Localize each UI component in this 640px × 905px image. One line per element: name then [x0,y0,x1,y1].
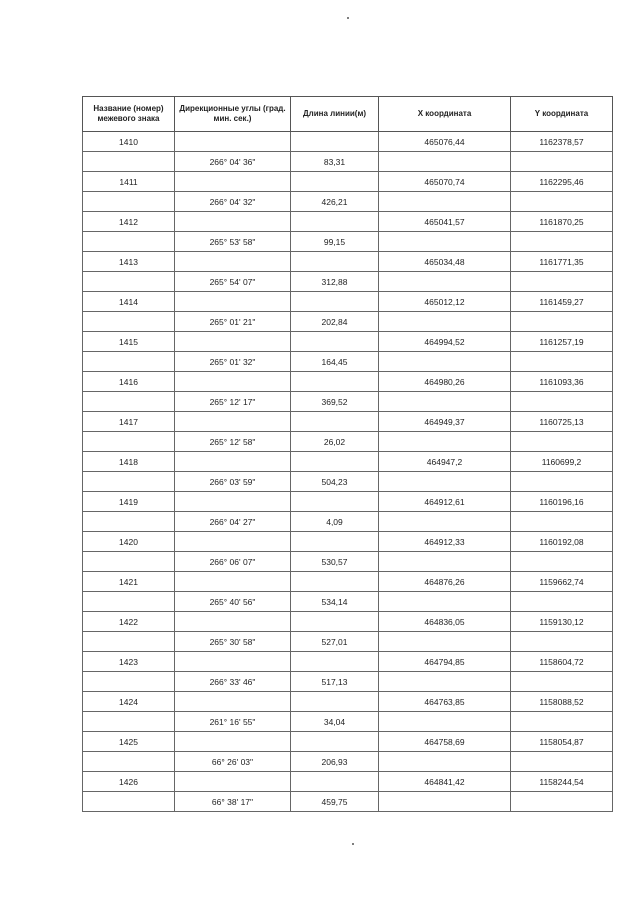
cell-point-name: 1414 [83,292,175,312]
cell-y-coordinate: 1159130,12 [511,612,613,632]
cell-point-name [83,752,175,772]
cell-line-length [291,772,379,792]
cell-y-coordinate [511,192,613,212]
cell-line-length [291,132,379,152]
cell-direction-angle: 265° 01' 32" [175,352,291,372]
table-row [83,632,613,652]
cell-direction-angle: 266° 04' 36" [175,152,291,172]
cell-direction-angle [175,332,291,352]
cell-point-name [83,512,175,532]
cell-x-coordinate [379,712,511,732]
cell-y-coordinate [511,432,613,452]
table-row [83,612,613,632]
cell-point-name: 1417 [83,412,175,432]
cell-direction-angle [175,212,291,232]
cell-direction-angle [175,452,291,472]
cell-x-coordinate [379,312,511,332]
cell-x-coordinate [379,232,511,252]
cell-x-coordinate [379,672,511,692]
cell-x-coordinate [379,272,511,292]
cell-y-coordinate: 1158054,87 [511,732,613,752]
cell-direction-angle [175,372,291,392]
cell-y-coordinate: 1160725,13 [511,412,613,432]
table-row [83,792,613,812]
cell-x-coordinate: 465041,57 [379,212,511,232]
cell-direction-angle: 265° 01' 21" [175,312,291,332]
cell-y-coordinate [511,752,613,772]
cell-direction-angle [175,532,291,552]
cell-x-coordinate [379,792,511,812]
table-row [83,252,613,272]
table-header-row [83,97,613,132]
cell-point-name: 1412 [83,212,175,232]
cell-line-length [291,492,379,512]
cell-y-coordinate [511,392,613,412]
cell-y-coordinate [511,792,613,812]
table-body [83,132,613,812]
cell-direction-angle [175,652,291,672]
cell-point-name [83,232,175,252]
header-point-name: Название (номер) межевого знака [83,97,175,132]
cell-direction-angle: 266° 06' 07" [175,552,291,572]
cell-y-coordinate: 1160196,16 [511,492,613,512]
cell-line-length: 426,21 [291,192,379,212]
table-row [83,772,613,792]
cell-line-length [291,372,379,392]
cell-x-coordinate: 464841,42 [379,772,511,792]
cell-x-coordinate: 464794,85 [379,652,511,672]
cell-point-name: 1419 [83,492,175,512]
cell-x-coordinate [379,392,511,412]
cell-point-name [83,432,175,452]
table-row [83,572,613,592]
cell-line-length: 530,57 [291,552,379,572]
cell-y-coordinate: 1158244,54 [511,772,613,792]
cell-direction-angle: 265° 12' 17" [175,392,291,412]
cell-y-coordinate [511,552,613,572]
cell-point-name: 1425 [83,732,175,752]
cell-y-coordinate: 1162378,57 [511,132,613,152]
cell-x-coordinate: 465034,48 [379,252,511,272]
cell-y-coordinate: 1161870,25 [511,212,613,232]
cell-y-coordinate [511,312,613,332]
cell-point-name [83,352,175,372]
table-row [83,372,613,392]
cell-point-name [83,552,175,572]
cell-x-coordinate: 464949,37 [379,412,511,432]
cell-y-coordinate [511,672,613,692]
cell-line-length: 34,04 [291,712,379,732]
cell-y-coordinate [511,272,613,292]
cell-x-coordinate [379,432,511,452]
cell-line-length: 534,14 [291,592,379,612]
cell-direction-angle [175,492,291,512]
cell-direction-angle: 66° 38' 17" [175,792,291,812]
cell-y-coordinate: 1160192,08 [511,532,613,552]
header-line-length: Длина линии(м) [291,97,379,132]
table-row [83,412,613,432]
cell-point-name: 1418 [83,452,175,472]
table-row [83,672,613,692]
cell-point-name [83,712,175,732]
cell-x-coordinate [379,472,511,492]
cell-point-name [83,592,175,612]
table-row [83,552,613,572]
cell-direction-angle: 266° 04' 27" [175,512,291,532]
table-row [83,752,613,772]
cell-x-coordinate [379,752,511,772]
cell-line-length: 202,84 [291,312,379,332]
table-row [83,312,613,332]
scan-speck [347,17,349,19]
cell-line-length [291,332,379,352]
cell-y-coordinate [511,472,613,492]
cell-direction-angle [175,732,291,752]
cell-x-coordinate: 464763,85 [379,692,511,712]
cell-direction-angle: 266° 04' 32" [175,192,291,212]
cell-y-coordinate: 1159662,74 [511,572,613,592]
cell-x-coordinate [379,632,511,652]
cell-point-name [83,152,175,172]
cell-line-length: 459,75 [291,792,379,812]
cell-x-coordinate [379,192,511,212]
cell-line-length: 164,45 [291,352,379,372]
cell-line-length [291,532,379,552]
cell-point-name: 1415 [83,332,175,352]
cell-x-coordinate [379,152,511,172]
cell-line-length: 369,52 [291,392,379,412]
cell-line-length [291,612,379,632]
cell-y-coordinate: 1158604,72 [511,652,613,672]
cell-line-length: 26,02 [291,432,379,452]
table-row [83,172,613,192]
cell-point-name: 1426 [83,772,175,792]
cell-y-coordinate: 1161257,19 [511,332,613,352]
table-row [83,132,613,152]
cell-line-length [291,212,379,232]
cell-point-name [83,192,175,212]
cell-line-length [291,572,379,592]
cell-direction-angle: 265° 30' 58" [175,632,291,652]
table-row [83,152,613,172]
table-row [83,712,613,732]
cell-direction-angle [175,772,291,792]
cell-y-coordinate [511,712,613,732]
table-row [83,472,613,492]
cell-x-coordinate: 464836,05 [379,612,511,632]
table-row [83,272,613,292]
cell-x-coordinate [379,352,511,372]
cell-y-coordinate: 1162295,46 [511,172,613,192]
cell-point-name: 1411 [83,172,175,192]
cell-point-name [83,312,175,332]
cell-y-coordinate [511,352,613,372]
table-row [83,652,613,672]
cell-line-length: 83,31 [291,152,379,172]
table-row [83,232,613,252]
table-row [83,732,613,752]
cell-y-coordinate [511,152,613,172]
cell-line-length [291,452,379,472]
cell-y-coordinate: 1161093,36 [511,372,613,392]
table-row [83,592,613,612]
cell-point-name: 1416 [83,372,175,392]
cell-direction-angle: 266° 03' 59" [175,472,291,492]
cell-x-coordinate [379,552,511,572]
cell-direction-angle: 66° 26' 03" [175,752,291,772]
cell-line-length [291,252,379,272]
cell-x-coordinate: 464994,52 [379,332,511,352]
header-direction-angle: Дирекционные углы (град. мин. сек.) [175,97,291,132]
cell-direction-angle [175,172,291,192]
cell-x-coordinate: 465012,12 [379,292,511,312]
table-row [83,692,613,712]
table-row [83,352,613,372]
cell-line-length: 517,13 [291,672,379,692]
cell-point-name: 1422 [83,612,175,632]
header-y-coordinate: Y координата [511,97,613,132]
table-row [83,532,613,552]
cell-x-coordinate: 465070,74 [379,172,511,192]
cell-line-length [291,292,379,312]
cell-line-length: 527,01 [291,632,379,652]
cell-direction-angle: 265° 54' 07" [175,272,291,292]
table-row [83,452,613,472]
cell-x-coordinate [379,592,511,612]
cell-y-coordinate [511,232,613,252]
table-row [83,392,613,412]
cell-x-coordinate: 464758,69 [379,732,511,752]
cell-x-coordinate: 464947,2 [379,452,511,472]
cell-point-name [83,392,175,412]
cell-direction-angle: 261° 16' 55" [175,712,291,732]
cell-line-length [291,732,379,752]
cell-point-name [83,272,175,292]
cell-x-coordinate: 464980,26 [379,372,511,392]
cell-line-length [291,412,379,432]
cell-y-coordinate: 1161771,35 [511,252,613,272]
cell-line-length [291,652,379,672]
table-row [83,292,613,312]
cell-direction-angle: 266° 33' 46" [175,672,291,692]
cell-direction-angle [175,292,291,312]
cell-line-length: 206,93 [291,752,379,772]
table-row [83,512,613,532]
cell-line-length [291,692,379,712]
cell-point-name: 1424 [83,692,175,712]
cell-y-coordinate: 1161459,27 [511,292,613,312]
cell-point-name [83,792,175,812]
cell-direction-angle: 265° 53' 58" [175,232,291,252]
cell-x-coordinate: 464912,61 [379,492,511,512]
cell-direction-angle [175,412,291,432]
cell-y-coordinate: 1160699,2 [511,452,613,472]
cell-direction-angle [175,692,291,712]
cell-point-name [83,632,175,652]
boundary-coordinates-table [82,96,613,812]
cell-line-length: 99,15 [291,232,379,252]
cell-point-name: 1421 [83,572,175,592]
cell-point-name [83,472,175,492]
cell-point-name: 1420 [83,532,175,552]
cell-direction-angle [175,132,291,152]
cell-direction-angle [175,252,291,272]
cell-line-length: 504,23 [291,472,379,492]
cell-line-length: 312,88 [291,272,379,292]
cell-x-coordinate [379,512,511,532]
table-row [83,192,613,212]
cell-point-name: 1423 [83,652,175,672]
table-row [83,212,613,232]
cell-x-coordinate: 464912,33 [379,532,511,552]
cell-point-name [83,672,175,692]
cell-y-coordinate [511,512,613,532]
cell-line-length: 4,09 [291,512,379,532]
cell-y-coordinate [511,592,613,612]
cell-direction-angle [175,572,291,592]
cell-line-length [291,172,379,192]
table-row [83,332,613,352]
scan-speck [352,843,354,845]
header-x-coordinate: X координата [379,97,511,132]
table-row [83,492,613,512]
cell-y-coordinate [511,632,613,652]
cell-point-name: 1413 [83,252,175,272]
cell-direction-angle [175,612,291,632]
cell-x-coordinate: 465076,44 [379,132,511,152]
cell-direction-angle: 265° 12' 58" [175,432,291,452]
cell-x-coordinate: 464876,26 [379,572,511,592]
cell-y-coordinate: 1158088,52 [511,692,613,712]
cell-direction-angle: 265° 40' 56" [175,592,291,612]
cell-point-name: 1410 [83,132,175,152]
table-row [83,432,613,452]
